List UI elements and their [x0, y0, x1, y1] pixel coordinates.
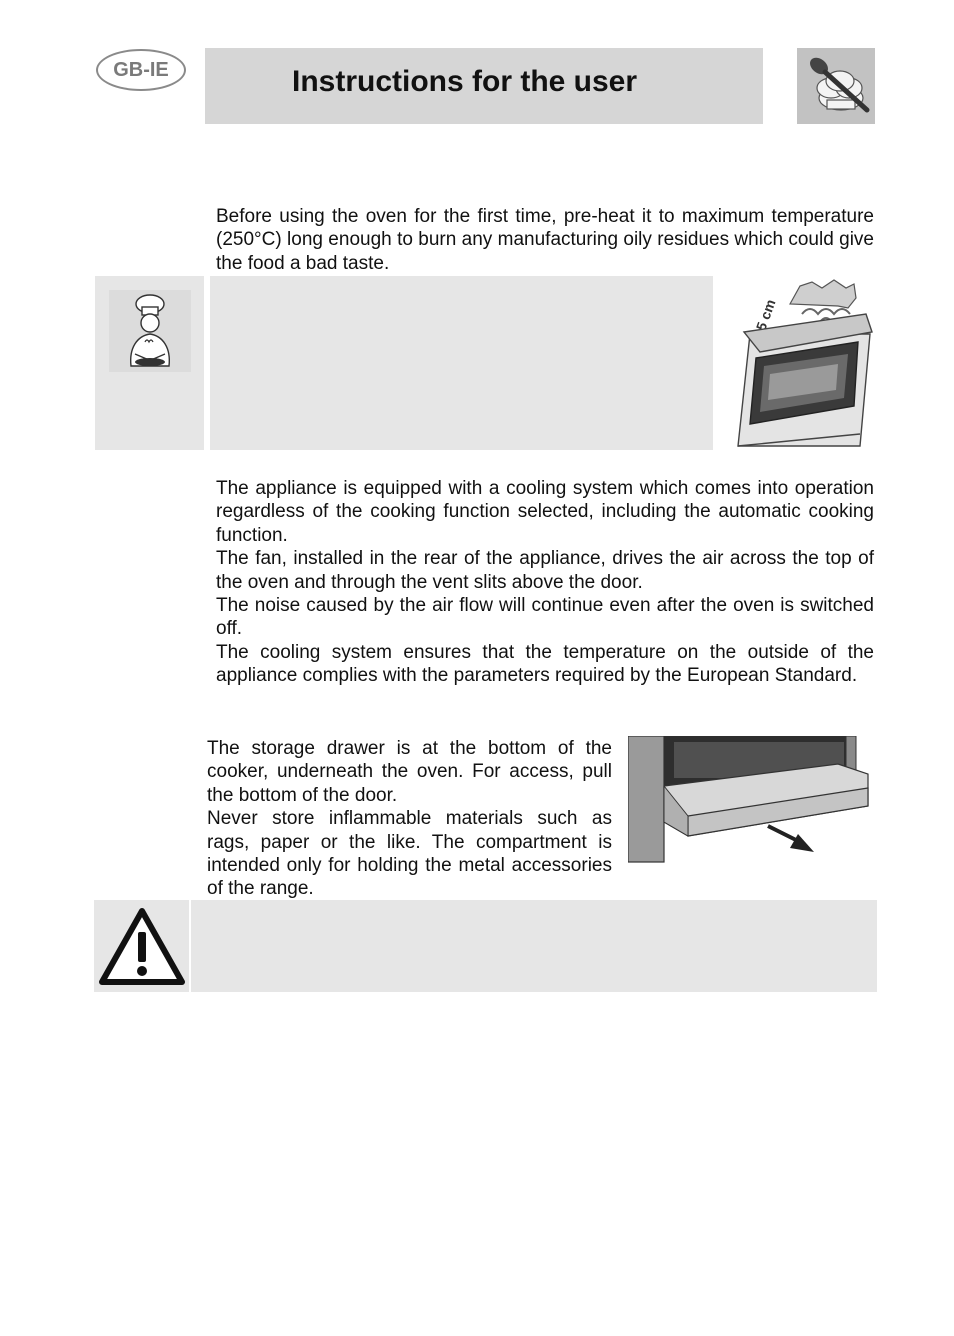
oven-steam-figure [730, 274, 878, 450]
cooling-paragraph-3: The noise caused by the air flow will continue even after the oven is switched off. [216, 595, 874, 640]
storage-drawer-figure [628, 736, 872, 864]
cooling-paragraph-4: The cooling system ensures that the temperature on the outside of the appliance complies with the parameters required by the European Standard. [216, 641, 874, 687]
storage-section [207, 737, 612, 901]
warning-panel-content [191, 900, 877, 992]
storage-paragraph-2: Never store inflammable materials such as rags, paper or the like. The compartment is intended only for holding the metal accessories of the range. [207, 808, 612, 900]
cooling-paragraph-2: The fan, installed in the rear of the appliance, drives the air across the top of the oven and through the vent slits above the door. [216, 548, 874, 593]
warning-triangle-icon [98, 906, 186, 991]
warning-panel-left [94, 900, 189, 992]
first-use-text: Before using the oven for the first time, pre-heat it to maximum temperature (250°C) long enough to burn any manufacturing oily residues which could give the food a bad taste. [216, 206, 874, 274]
chef-icon [109, 290, 191, 372]
cooling-paragraph-1: The appliance is equipped with a cooling system which comes into operation regardless of the cooking function selected, including the automatic cooking function. [216, 478, 874, 546]
oven-figure-label: 5 cm [752, 297, 779, 333]
page-title: Instructions for the user [292, 65, 638, 98]
storage-paragraph-1: The storage drawer is at the bottom of the cooker, underneath the oven. For access, pull the bottom of the door. [207, 738, 612, 806]
chef-hat-spoon-icon [797, 48, 875, 124]
header-bar [205, 48, 763, 124]
cooling-section [216, 477, 874, 688]
first-use-section [216, 205, 874, 275]
chef-panel-left [95, 276, 204, 450]
chef-panel-content [210, 276, 713, 450]
language-badge: GB-IE [96, 49, 186, 91]
